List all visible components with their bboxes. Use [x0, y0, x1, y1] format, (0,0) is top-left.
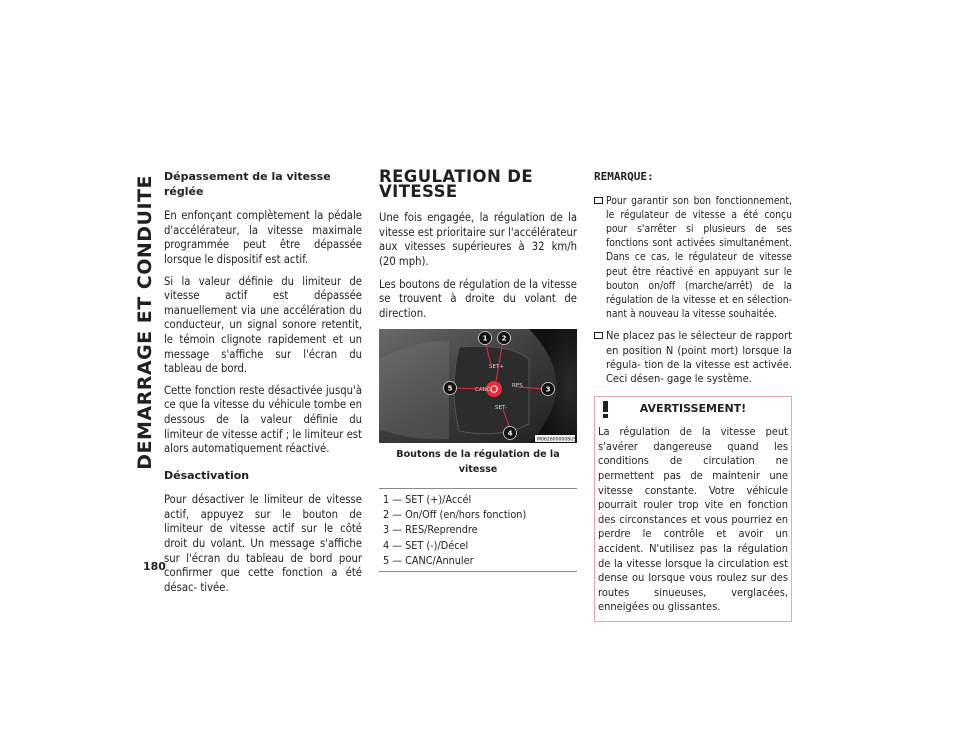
remark-text: Pour garantir son bon fonctionnement, le régulateur de vitesse a été conçu pour s'arrêter si plusieurs de ses fonctions sont activées simultanément. Dans ce cas, le régulateur de vitesse peut être réactivé en appuyant sur le bouton on/off (marche/arrêt) de la régulation de la vitesse et en sélection- nant à nouveau la vitesse souhaitée. — [606, 194, 792, 321]
section-side-tab: DEMARRAGE ET CONDUITE — [134, 175, 156, 470]
callout-5-label: 5 — [447, 384, 453, 393]
warning-box — [594, 396, 792, 622]
legend-item: 5 — CANC/Annuler — [383, 554, 474, 568]
remark-bullet — [594, 329, 792, 386]
paragraph: Cette fonction reste désactivée jusqu'à ce que la vitesse du véhicule tombe en dessous de la valeur définie du limiteur de vitesse actif ; le limiteur est alors automatiquement réactivé. — [164, 383, 362, 456]
legend-item: 3 — RES/Reprendre — [383, 523, 478, 537]
warning-text: La régulation de la vitesse peut s'avérer dangereuse quand les conditions de circulation ne permettent pas de maintenir une vitesse constante. Votre véhicule pourrait rouler trop vite en fonction des circonstances et vous pourriez en perdre le contrôle et avoir un accident. N'utilisez pas la régulation de la vitesse lorsque la circulation est dense ou lorsque vous roulez sur des routes sinueuses, verglacées, enneigées ou glissantes. — [598, 425, 788, 614]
column-left — [164, 170, 362, 602]
label-set-plus: SET+ — [489, 364, 504, 371]
label-set-minus: SET- — [495, 405, 507, 412]
page-number: 180 — [143, 560, 166, 573]
checkbox-bullet-icon — [594, 197, 603, 204]
paragraph: En enfonçant complètement la pédale d'accélérateur, la vitesse maximale programmée peut être dépassée lorsque le dispositif est actif. — [164, 209, 362, 266]
paragraph: Une fois engagée, la régulation de la vitesse est prioritaire sur l'accélérateur aux vitesses supérieures à 32 km/h (20 mph). — [379, 211, 577, 268]
paragraph: Les boutons de régulation de la vitesse se trouvent à droite du volant de direction. — [379, 277, 577, 320]
label-canc: CANC — [475, 387, 491, 394]
wheel-hub — [379, 341, 449, 439]
remark-bullet — [594, 194, 792, 322]
legend-item: 2 — On/Off (en/hors fonction) — [383, 507, 527, 521]
figure-caption: Boutons de la régulation de la vitesse — [396, 449, 560, 475]
warning-title: AVERTISSEMENT! — [639, 401, 747, 415]
figure-legend — [379, 488, 577, 572]
remark-title: REMARQUE: — [594, 170, 654, 183]
section-title: REGULATION DE VITESSE — [379, 167, 534, 201]
heading-deactivation: Désactivation — [164, 468, 250, 482]
warning-header — [595, 397, 791, 421]
column-right — [594, 170, 792, 622]
warning-exclamation-icon — [598, 399, 614, 419]
legend-item: 4 — SET (-)/Décel — [383, 538, 469, 552]
label-res: RES — [512, 383, 523, 390]
steering-wheel-figure — [379, 329, 577, 443]
callout-3-label: 3 — [545, 385, 551, 394]
column-middle — [379, 167, 577, 572]
legend-item: 1 — SET (+)/Accél — [383, 492, 472, 506]
figure-code: M0626000008US — [537, 437, 577, 443]
callout-1-label: 1 — [482, 334, 488, 343]
paragraph: Si la valeur définie du limiteur de vitesse actif est dépassée manuellement via une accélération du conducteur, un signal sonore retentit, le témoin clignote rapidement et un message s'affiche sur l'écran du tableau de bord. — [164, 274, 362, 376]
checkbox-bullet-icon — [594, 332, 603, 339]
callout-2-label: 2 — [501, 334, 507, 343]
steering-wheel-illustration — [379, 329, 577, 443]
callout-4-label: 4 — [507, 429, 513, 438]
remark-text: Ne placez pas le sélecteur de rapport en position N (point mort) lorsque la régula- tion de la vitesse est activée. Ceci désen- gage le système. — [606, 329, 792, 386]
heading-speed-exceeded: Dépassement de la vitesse réglée — [164, 170, 331, 198]
paragraph: Pour désactiver le limiteur de vitesse actif, appuyez sur le bouton de limiteur de vitesse actif sur le côté droit du volant. Un message s'affiche sur l'écran du tableau de bord pour confirmer que cette fonction a été désac- tivée. — [164, 493, 362, 594]
